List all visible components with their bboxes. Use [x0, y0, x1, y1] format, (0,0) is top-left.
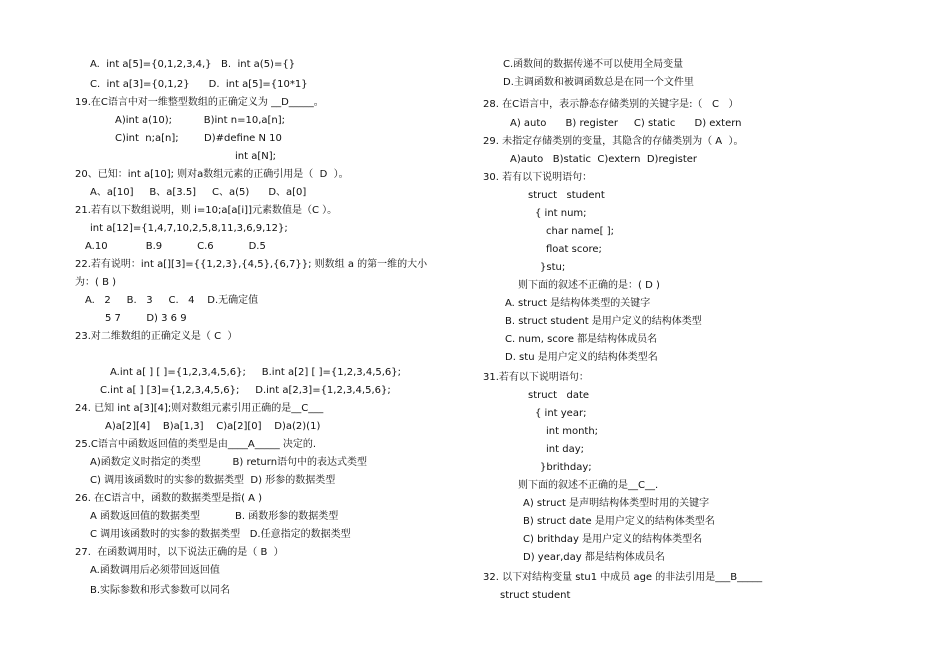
text-line: A) auto B) register C) static D) extern [510, 118, 742, 129]
text-line: int day; [546, 444, 584, 455]
text-line: char name[ ]; [546, 226, 614, 237]
text-line: C.int a[ ] [3]={1,2,3,4,5,6}; D.int a[2,3]={1,2,3,4,5,6}; [100, 385, 391, 396]
text-line: }stu; [540, 262, 566, 273]
text-line: 28. 在C语言中，表示静态存储类别的关键字是:（ C ） [483, 99, 739, 110]
text-line: A 函数返回值的数据类型 B. 函数形参的数据类型 [90, 511, 339, 522]
text-line: { int year; [535, 408, 587, 419]
text-line: struct date [528, 390, 590, 401]
text-line: struct student [528, 190, 605, 201]
text-line: D) year,day 都是结构体成员名 [523, 552, 665, 563]
text-line: A) struct 是声明结构体类型时用的关键字 [523, 498, 710, 509]
text-line: A. int a[5]={0,1,2,3,4,} B. int a(5)={} [90, 59, 296, 70]
text-line: int month; [546, 426, 599, 437]
text-line: A. 2 B. 3 C. 4 D.无确定值 [85, 295, 259, 306]
text-line: C) brithday 是用户定义的结构体类型名 [523, 534, 703, 545]
text-line: 27. 在函数调用时，以下说法正确的是（ B ） [75, 547, 284, 558]
text-line: 20、已知：int a[10]; 则对a数组元素的正确引用是（ D ）。 [75, 169, 349, 180]
text-line: A.int a[ ] [ ]={1,2,3,4,5,6}; B.int a[2] [ ]={1,2,3,4,5,6}; [110, 367, 402, 378]
text-line: 19.在C语言中对一维整型数组的正确定义为 __D_____。 [75, 97, 324, 108]
text-line: int a[N]; [235, 151, 276, 162]
text-line: C. num, score 都是结构体成员名 [505, 334, 658, 345]
text-line: 为：( B ) [75, 277, 117, 288]
text-line: 32. 以下对结构变量 stu1 中成员 age 的非法引用是___B_____ [483, 572, 763, 583]
text-line: 25.C语言中函数返回值的类型是由____A_____ 决定的. [75, 439, 317, 450]
text-line: 31.若有以下说明语句： [483, 372, 589, 383]
text-line: 21.若有以下数组说明，则 i=10;a[a[i]]元素数值是（C ）。 [75, 205, 338, 216]
text-line: 22.若有说明：int a[][3]={{1,2,3},{4,5},{6,7}}; 则数组 a 的第一维的大小 [75, 259, 428, 270]
text-line: A)a[2][4] B)a[1,3] C)a[2][0] D)a(2)(1) [105, 421, 321, 432]
text-line: D. stu 是用户定义的结构体类型名 [505, 352, 658, 363]
text-line: float score; [546, 244, 602, 255]
text-line: D.主调函数和被调函数总是在同一个文件里 [503, 77, 694, 88]
text-line: 26. 在C语言中，函数的数据类型是指( A ) [75, 493, 263, 504]
text-line: 30. 若有以下说明语句： [483, 172, 593, 183]
text-line: A)函数定义时指定的类型 B) return语句中的表达式类型 [90, 457, 368, 468]
text-line: A.函数调用后必须带回返回值 [90, 565, 220, 576]
text-line: }brithday; [540, 462, 592, 473]
text-line: 5 7 D) 3 6 9 [105, 313, 187, 324]
text-line: { int num; [535, 208, 587, 219]
text-line: C 调用该函数时的实参的数据类型 D.任意指定的数据类型 [90, 529, 351, 540]
text-line: A、a[10] B、a[3.5] C、a(5) D、a[0] [90, 187, 307, 198]
text-line: C.函数间的数据传递不可以使用全局变量 [503, 59, 684, 70]
text-line: 29. 未指定存储类别的变量，其隐含的存储类别为（ A ）。 [483, 136, 744, 147]
text-line: B) struct date 是用户定义的结构体类型名 [523, 516, 715, 527]
text-line: C. int a[3]={0,1,2} D. int a[5]={10*1} [90, 79, 308, 90]
text-line: A)auto B)static C)extern D)register [510, 154, 698, 165]
text-line: 则下面的叙述不正确的是__C__. [518, 480, 659, 491]
text-line: C) 调用该函数时的实参的数据类型 D) 形参的数据类型 [90, 475, 336, 486]
text-line: 23.对二维数组的正确定义是（ C ） [75, 331, 238, 342]
text-line: 则下面的叙述不正确的是：( D ) [518, 280, 660, 291]
text-line: A. struct 是结构体类型的关键字 [505, 298, 651, 309]
text-line: A)int a(10); B)int n=10,a[n]; [115, 115, 286, 126]
text-line: B.实际参数和形式参数可以同名 [90, 585, 231, 596]
text-line: C)int n;a[n]; D)#define N 10 [115, 133, 282, 144]
text-line: 24. 已知 int a[3][4];则对数组元素引用正确的是__C___ [75, 403, 324, 414]
text-line: B. struct student 是用户定义的结构体类型 [505, 316, 702, 327]
text-line: int a[12]={1,4,7,10,2,5,8,11,3,6,9,12}; [90, 223, 288, 234]
right-column [480, 0, 950, 672]
text-line: struct student [500, 590, 571, 601]
text-line: A.10 B.9 C.6 D.5 [85, 241, 266, 252]
